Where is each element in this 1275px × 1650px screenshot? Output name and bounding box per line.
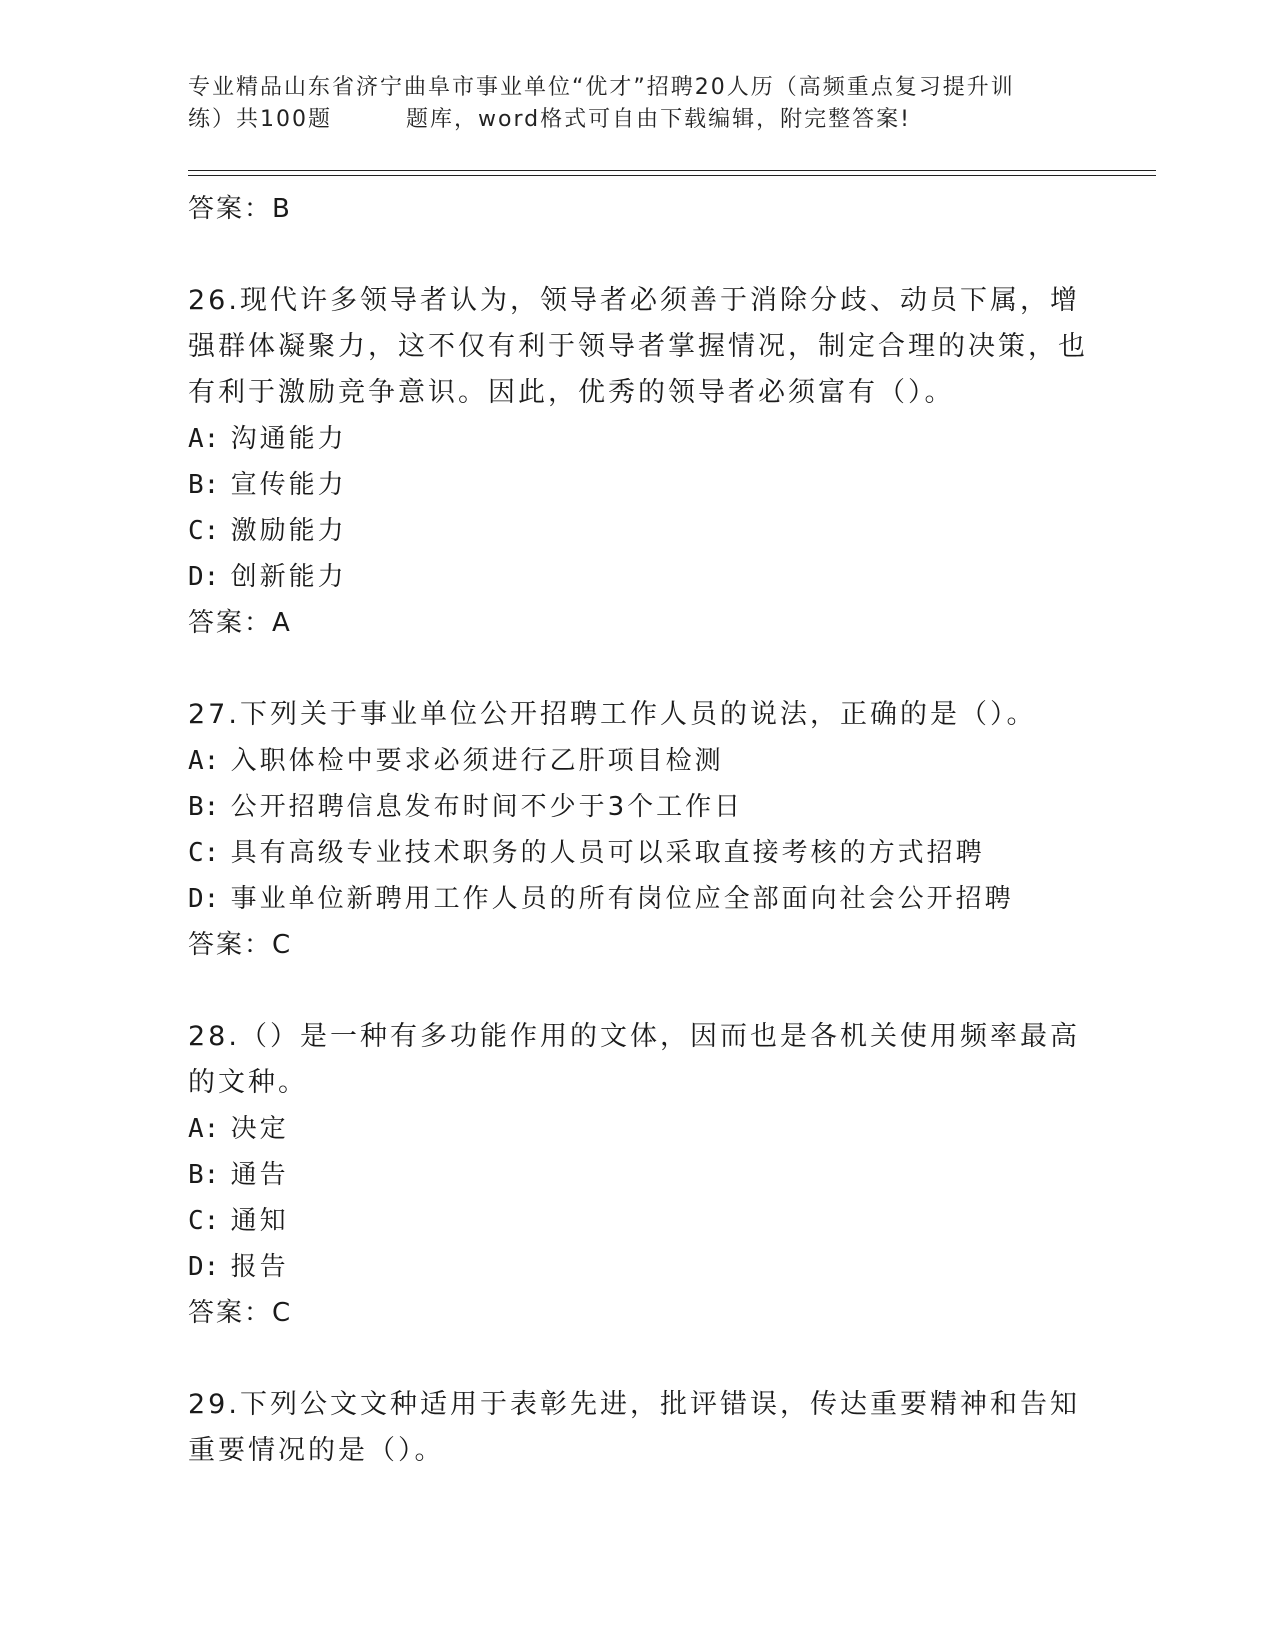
- answer-line: 答案：C: [188, 930, 293, 960]
- question-text: 26.现代许多领导者认为，领导者必须善于消除分歧、动员下属，增强群体凝聚力，这不仅有利于领导者掌握情况，制定合理的决策，也有利于激励竞争意识。因此，优秀的领导者必须富有（）。: [188, 285, 1088, 408]
- option-d: [188, 1244, 1088, 1290]
- question-block: [188, 1014, 1088, 1336]
- option-key: C:: [188, 838, 220, 868]
- header-divider-top: [188, 170, 1156, 171]
- option-a: [188, 416, 1088, 462]
- option-text: 创新能力: [230, 562, 347, 592]
- option-key: B:: [188, 470, 220, 500]
- header-title-part-2: 题库，word格式可自由下载编辑，附完整答案!: [406, 107, 911, 132]
- question-block: [188, 278, 1088, 646]
- answer-line: 答案：C: [188, 1298, 293, 1328]
- header-divider-bottom: [188, 175, 1156, 176]
- option-c: [188, 508, 1088, 554]
- option-text: 通告: [230, 1160, 289, 1190]
- option-key: B:: [188, 792, 220, 822]
- header-title-line-2: [188, 104, 1088, 136]
- option-key: C:: [188, 516, 220, 546]
- option-text: 具有高级专业技术职务的人员可以采取直接考核的方式招聘: [230, 838, 985, 868]
- answer-line: 答案：B: [188, 194, 292, 224]
- option-key: A:: [188, 746, 220, 776]
- option-text: 宣传能力: [230, 470, 347, 500]
- option-text: 通知: [230, 1206, 289, 1236]
- option-key: D:: [188, 1252, 220, 1282]
- option-text: 激励能力: [230, 516, 347, 546]
- option-c: [188, 830, 1088, 876]
- option-key: D:: [188, 562, 220, 592]
- question-text: 29.下列公文文种适用于表彰先进，批评错误，传达重要精神和告知重要情况的是（）。: [188, 1389, 1080, 1466]
- option-text: 决定: [230, 1114, 289, 1144]
- option-text: 公开招聘信息发布时间不少于3个工作日: [230, 792, 744, 822]
- answer-line: 答案：A: [188, 608, 292, 638]
- option-b: [188, 1152, 1088, 1198]
- option-text: 沟通能力: [230, 424, 347, 454]
- option-text: 事业单位新聘用工作人员的所有岗位应全部面向社会公开招聘: [230, 884, 1014, 914]
- spacer: [188, 232, 1088, 278]
- spacer: [188, 968, 1088, 1014]
- option-key: A:: [188, 1114, 220, 1144]
- question-block: [188, 692, 1088, 968]
- document-body: [188, 186, 1088, 1474]
- question-block: [188, 1382, 1088, 1474]
- option-key: D:: [188, 884, 220, 914]
- option-text: 报告: [230, 1252, 289, 1282]
- option-b: [188, 462, 1088, 508]
- option-d: [188, 876, 1088, 922]
- option-key: C:: [188, 1206, 220, 1236]
- header-title-line-1: 专业精品山东省济宁曲阜市事业单位“优才”招聘20人历（高频重点复习提升训: [188, 75, 1015, 100]
- option-text: 入职体检中要求必须进行乙肝项目检测: [230, 746, 724, 776]
- spacer: [188, 1336, 1088, 1382]
- option-key: A:: [188, 424, 220, 454]
- question-text: 27.下列关于事业单位公开招聘工作人员的说法，正确的是（）。: [188, 699, 1037, 730]
- option-a: [188, 1106, 1088, 1152]
- question-text: 28.（）是一种有多功能作用的文体，因而也是各机关使用频率最高的文种。: [188, 1021, 1080, 1098]
- spacer: [188, 646, 1088, 692]
- option-key: B:: [188, 1160, 220, 1190]
- header-title-part-1: 练）共100题: [188, 107, 332, 132]
- option-d: [188, 554, 1088, 600]
- option-a: [188, 738, 1088, 784]
- option-b: [188, 784, 1088, 830]
- page-header: [188, 72, 1088, 136]
- option-c: [188, 1198, 1088, 1244]
